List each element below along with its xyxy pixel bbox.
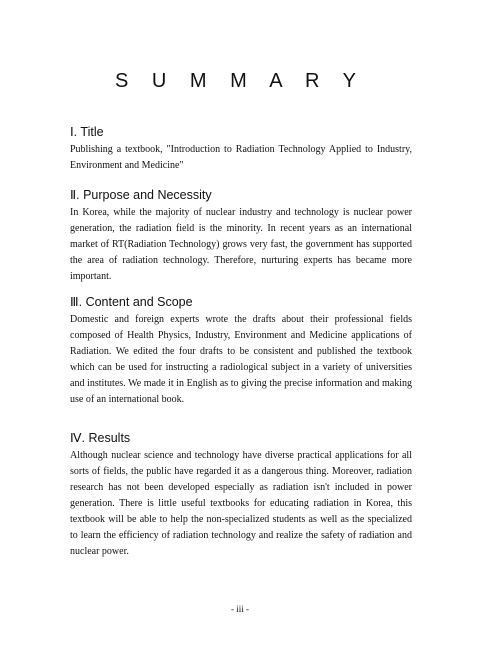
section-title	[70, 124, 412, 174]
section-body: Domestic and foreign experts wrote the drafts about their professional fields composed of Health Physics, Industry, Environment and Medicine applications of Radiation. We edited the four drafts to be consistent and published the textbook which can be used for instructing a radiological subject in a variety of universities and institutes. We made it in English as to giving the precise information and making use of an international book.	[70, 314, 412, 405]
page-number: - iii -	[231, 604, 249, 614]
section-heading: Ⅲ. Content and Scope	[70, 295, 193, 309]
section-purpose	[70, 187, 412, 285]
section-body: Publishing a textbook, "Introduction to Radiation Technology Applied to Industry, Environment and Medicine"	[70, 144, 412, 171]
section-heading: Ⅱ. Purpose and Necessity	[70, 188, 212, 202]
section-heading: Ⅳ. Results	[70, 431, 131, 445]
section-body: Although nuclear science and technology have diverse practical applications for all sorts of fields, the public have regarded it as a dangerous thing. Moreover, radiation research has not been developed especially as radiation isn't included in power generation. There is little useful textbooks for educating radiation in Korea, this textbook will be able to help the non-specialized students as well as the specialized to learn the efficiency of radiation technology and realize the safety of radiation and nuclear power.	[70, 450, 412, 557]
section-heading: Ⅰ. Title	[70, 125, 104, 139]
page-title: S U M M A R Y	[115, 70, 365, 92]
section-content	[70, 294, 412, 408]
section-body: In Korea, while the majority of nuclear industry and technology is nuclear power generation, the radiation field is the minority. In recent years as an international market of RT(Radiation Technology) grows very fast, the government has supported the area of radiation technology. Therefore, nurturing experts has became more important.	[70, 207, 412, 282]
section-results	[70, 430, 412, 560]
